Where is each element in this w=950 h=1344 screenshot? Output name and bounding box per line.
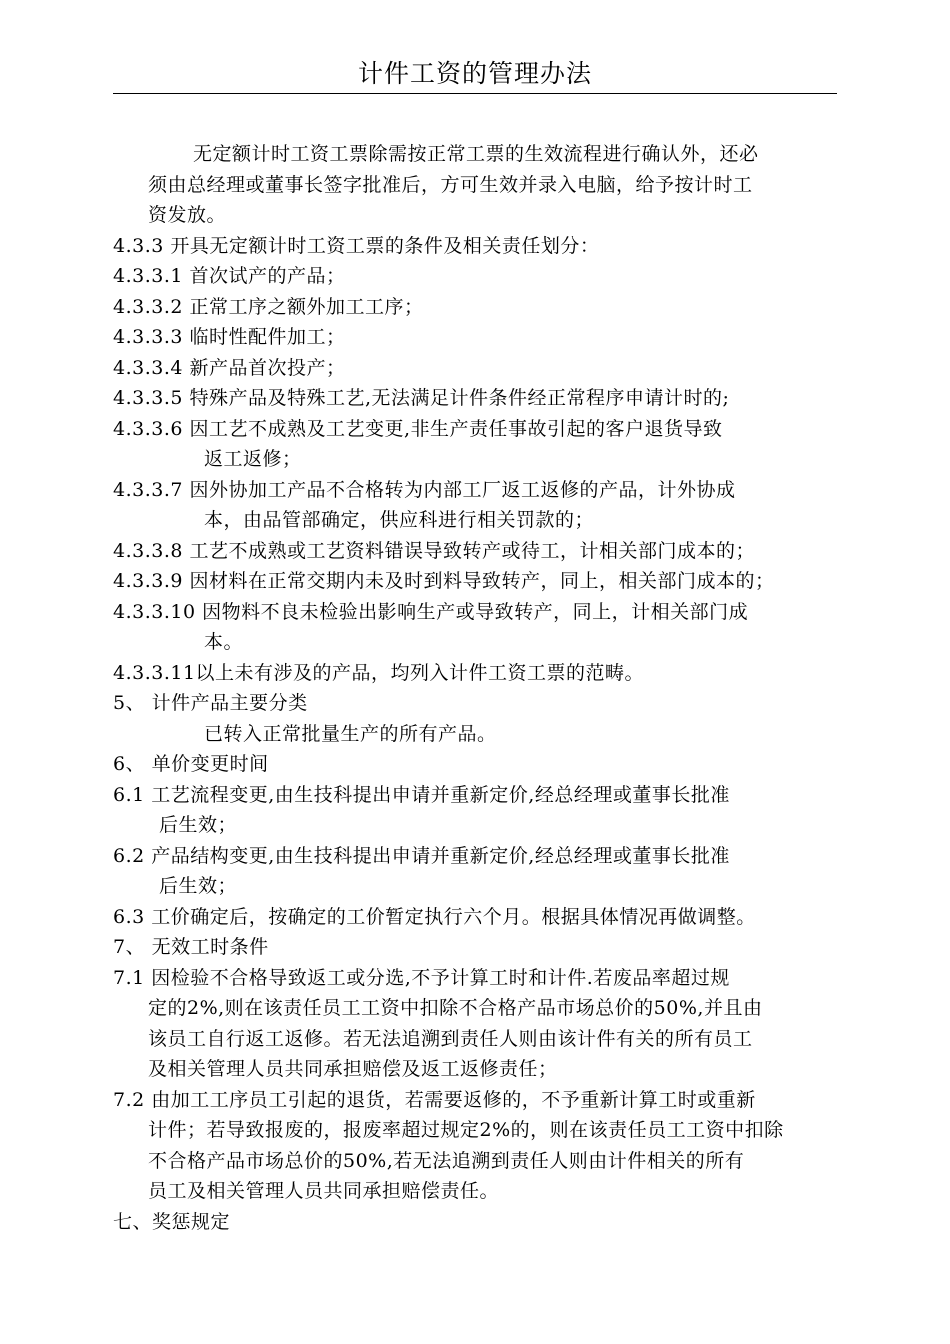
list-item: 6.1 工艺流程变更,由生技科提出申请并重新定价,经总经理或董事长批准	[113, 784, 730, 806]
section-heading-7: 7、 无效工时条件	[113, 936, 269, 958]
section-heading-5: 5、 计件产品主要分类	[113, 692, 308, 714]
list-item: 4.3.3.11以上未有涉及的产品，均列入计件工资工票的范畴。	[113, 662, 645, 684]
list-item-continuation: 计件；若导致报废的，报废率超过规定2%的，则在该责任员工工资中扣除	[148, 1119, 784, 1141]
list-item: 7.2 由加工工序员工引起的退货，若需要返修的，不予重新计算工时或重新	[113, 1089, 756, 1111]
list-item: 4.3.3.7 因外协加工产品不合格转为内部工厂返工返修的产品，计外协成	[113, 479, 736, 501]
list-item-continuation: 本，由品管部确定，供应科进行相关罚款的；	[204, 509, 595, 531]
list-item-continuation: 后生效；	[159, 875, 238, 897]
list-item-continuation: 后生效；	[159, 814, 238, 836]
list-item-continuation: 不合格产品市场总价的50%,若无法追溯到责任人则由计件相关的所有	[148, 1150, 745, 1172]
list-item-continuation: 员工及相关管理人员共同承担赔偿责任。	[148, 1180, 500, 1202]
list-item-continuation: 本。	[204, 631, 244, 653]
paragraph-line: 须由总经理或董事长签字批准后，方可生效并录入电脑，给予按计时工	[148, 174, 753, 196]
paragraph-line: 无定额计时工资工票除需按正常工票的生效流程进行确认外，还必	[193, 143, 759, 165]
paragraph-line: 已转入正常批量生产的所有产品。	[204, 723, 497, 745]
page-title: 计件工资的管理办法	[357, 59, 592, 88]
list-item: 4.3.3.8 工艺不成熟或工艺资料错误导致转产或待工，计相关部门成本的；	[113, 540, 756, 562]
list-item: 4.3.3.10 因物料不良未检验出影响生产或导致转产，同上，计相关部门成	[113, 601, 749, 623]
list-item: 4.3.3.1 首次试产的产品；	[113, 265, 346, 287]
list-item: 4.3.3.6 因工艺不成熟及工艺变更,非生产责任事故引起的客户退货导致	[113, 418, 723, 440]
section-heading-6: 6、 单价变更时间	[113, 753, 269, 775]
list-item: 4.3.3.5 特殊产品及特殊工艺,无法满足计件条件经正常程序申请计时的;	[113, 387, 730, 409]
list-item: 4.3.3.9 因材料在正常交期内未及时到料导致转产，同上，相关部门成本的；	[113, 570, 775, 592]
title-underline	[113, 93, 837, 94]
list-item-continuation: 返工返修；	[204, 448, 302, 470]
list-item: 6.2 产品结构变更,由生技科提出申请并重新定价,经总经理或董事长批准	[113, 845, 730, 867]
list-item: 4.3.3.3 临时性配件加工；	[113, 326, 346, 348]
section-heading-rewards: 七、奖惩规定	[113, 1211, 231, 1233]
list-item: 7.1 因检验不合格导致返工或分选,不予计算工时和计件.若废品率超过规	[113, 967, 730, 989]
list-item: 4.3.3.4 新产品首次投产；	[113, 357, 346, 379]
section-heading-4-3-3: 4.3.3 开具无定额计时工资工票的条件及相关责任划分：	[113, 235, 600, 257]
list-item-continuation: 及相关管理人员共同承担赔偿及返工返修责任；	[148, 1058, 558, 1080]
list-item-continuation: 定的2%,则在该责任员工工资中扣除不合格产品市场总价的50%,并且由	[148, 997, 763, 1019]
list-item: 6.3 工价确定后，按确定的工价暂定执行六个月。根据具体情况再做调整。	[113, 906, 756, 928]
paragraph-line: 资发放。	[148, 204, 227, 226]
list-item: 4.3.3.2 正常工序之额外加工工序；	[113, 296, 424, 318]
list-item-continuation: 该员工自行返工返修。若无法追溯到责任人则由该计件有关的所有员工	[148, 1028, 753, 1050]
